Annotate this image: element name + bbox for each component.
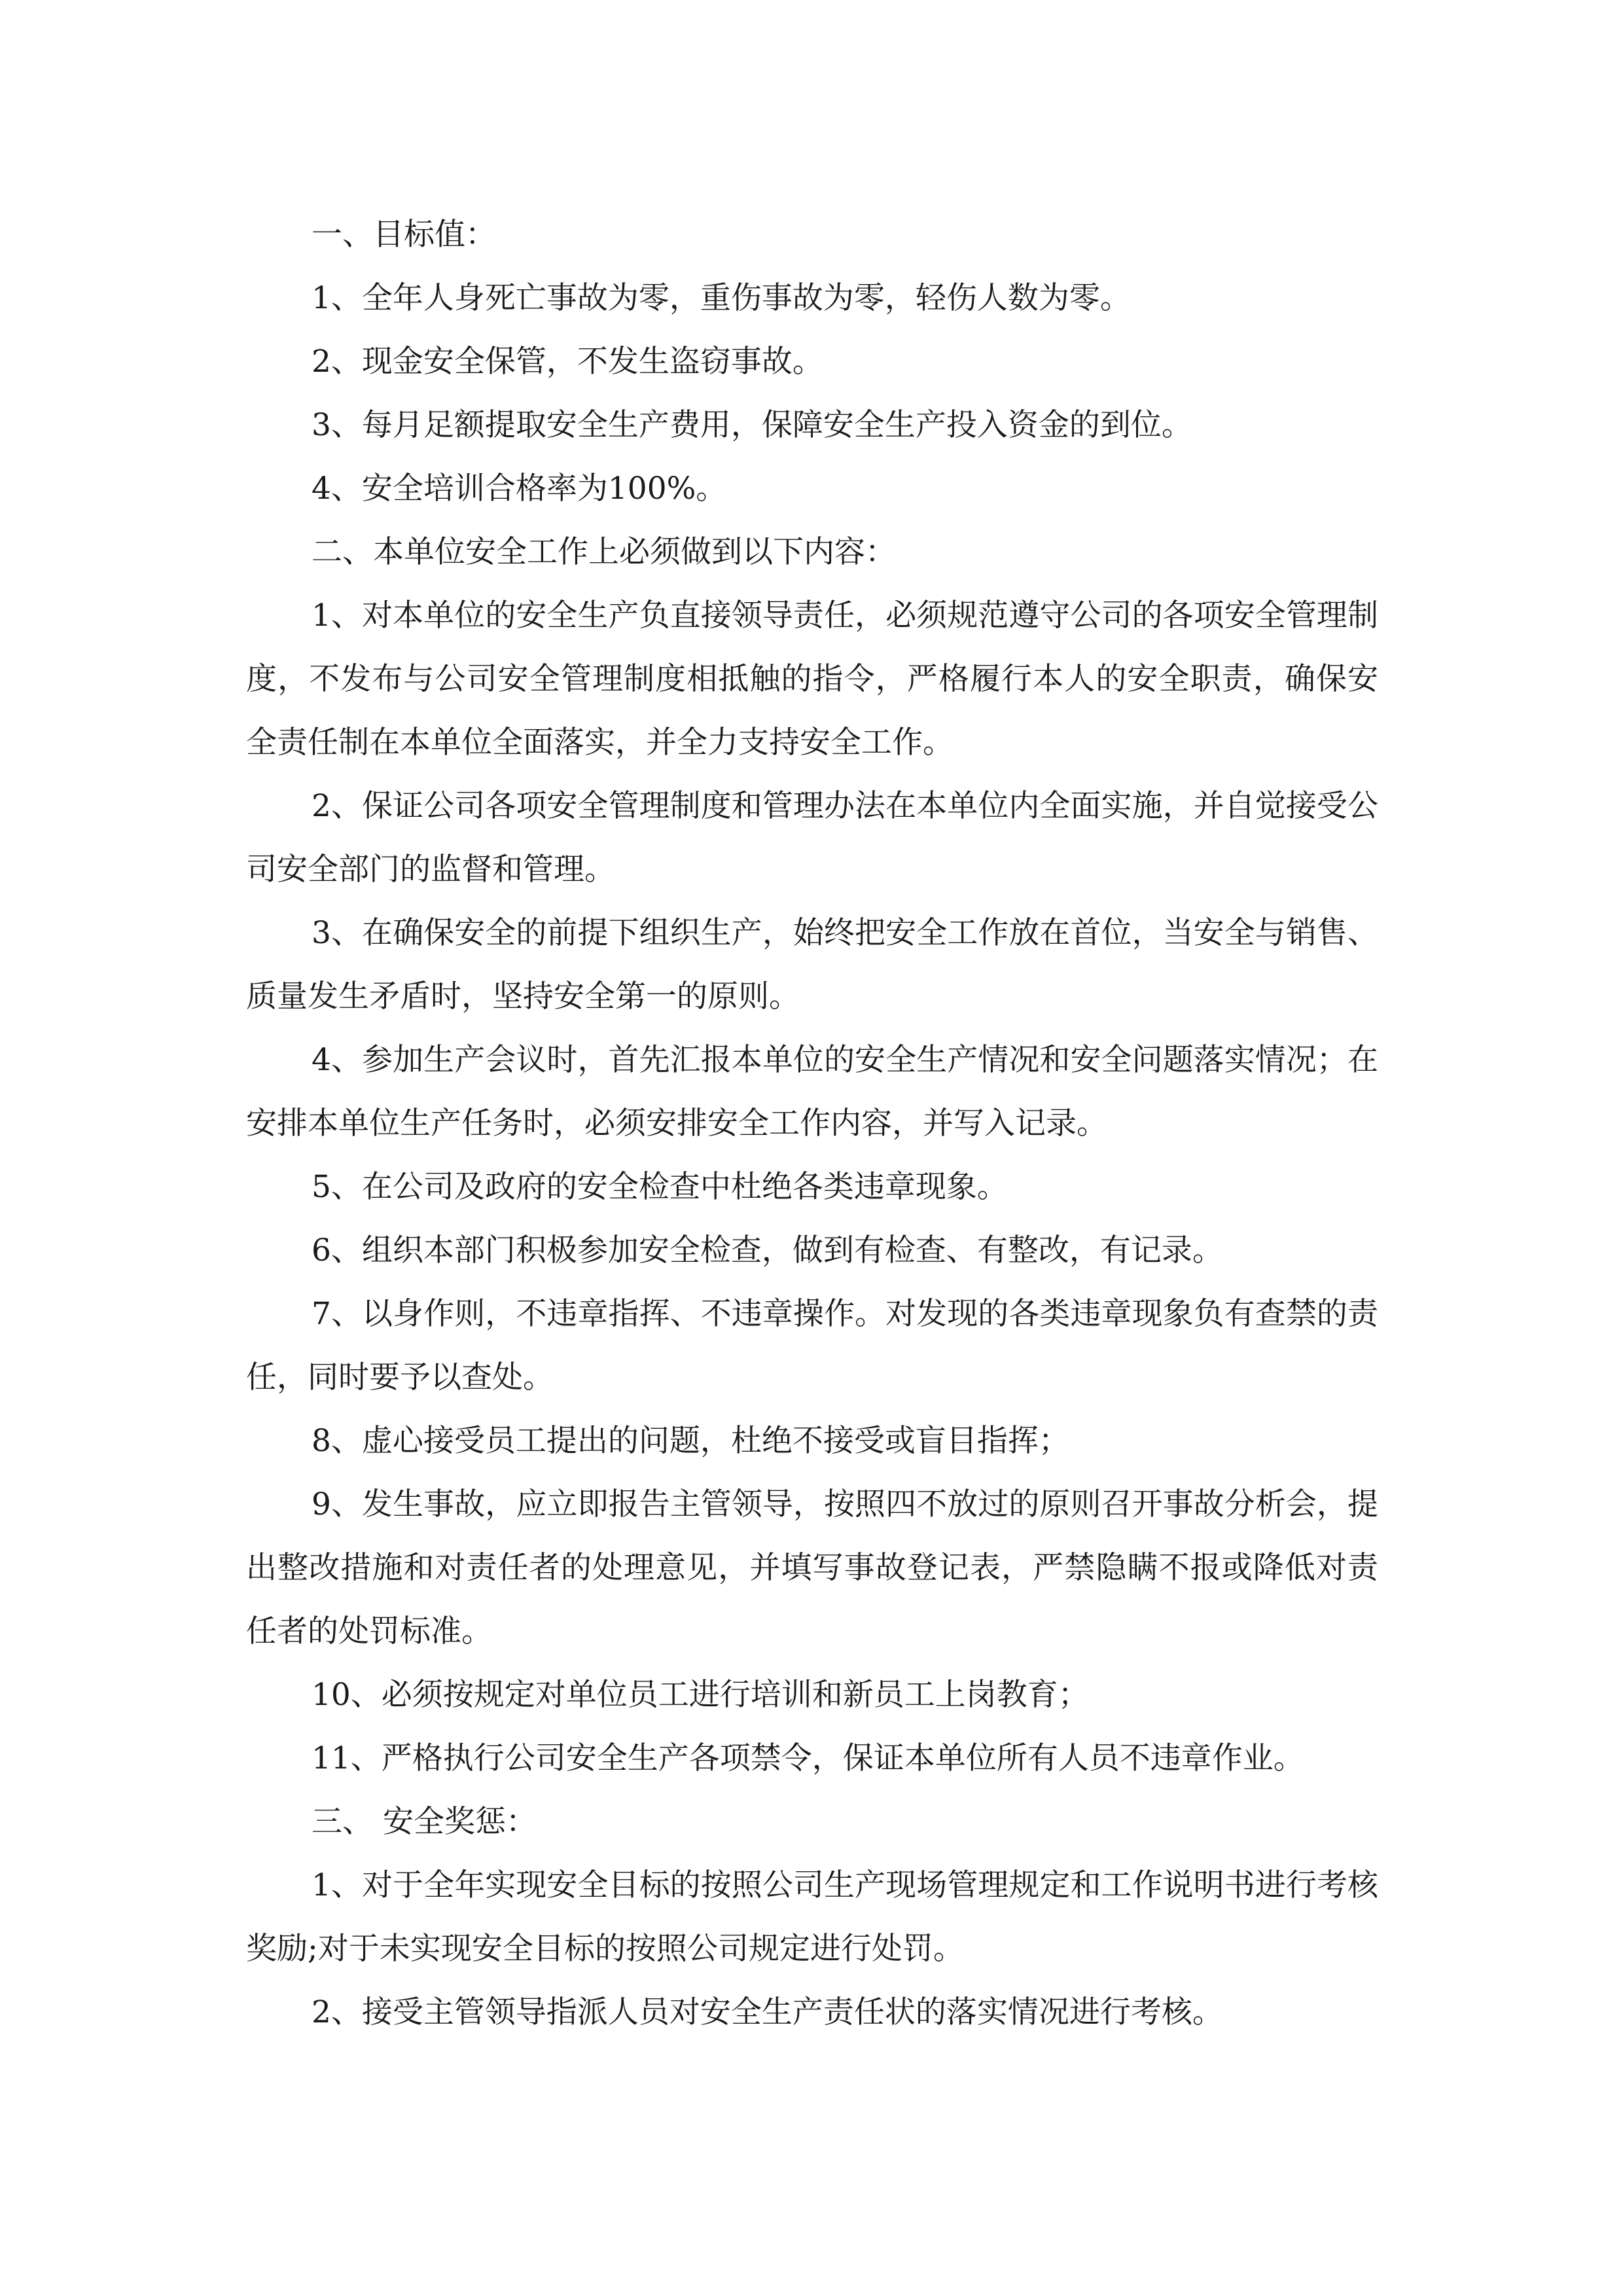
paragraph: 2、接受主管领导指派人员对安全生产责任状的落实情况进行考核。 xyxy=(312,1994,1223,2030)
paragraph: 2、现金安全保管，不发生盗窃事故。 xyxy=(312,344,823,380)
paragraph: 5、在公司及政府的安全检查中杜绝各类违章现象。 xyxy=(312,1169,1008,1205)
paragraph: 9、发生事故，应立即报告主管领导，按照四不放过的原则召开事故分析会，提出整改措施和对责任者的处理意见，并填写事故登记表，严禁隐瞒不报或降低对责任者的处罚标准。 xyxy=(246,1486,1378,1649)
section-heading-requirements: 二、本单位安全工作上必须做到以下内容： xyxy=(312,534,896,570)
document-body xyxy=(246,203,1378,2044)
paragraph: 6、组织本部门积极参加安全检查，做到有检查、有整改，有记录。 xyxy=(312,1232,1223,1268)
section-heading-targets: 一、目标值： xyxy=(312,217,496,253)
paragraph: 4、参加生产会议时，首先汇报本单位的安全生产情况和安全问题落实情况；在安排本单位生产任务时，必须安排安全工作内容，并写入记录。 xyxy=(246,1042,1378,1141)
paragraph: 3、在确保安全的前提下组织生产，始终把安全工作放在首位，当安全与销售、质量发生矛盾时，坚持安全第一的原则。 xyxy=(246,915,1378,1014)
paragraph: 1、对本单位的安全生产负直接领导责任，必须规范遵守公司的各项安全管理制度，不发布与公司安全管理制度相抵触的指令，严格履行本人的安全职责，确保安全责任制在本单位全面落实，并全力支持安全工作。 xyxy=(246,598,1378,761)
paragraph: 4、安全培训合格率为100%。 xyxy=(312,471,727,507)
paragraph: 7、以身作则，不违章指挥、不违章操作。对发现的各类违章现象负有查禁的责任，同时要予以查处。 xyxy=(246,1296,1378,1395)
paragraph: 1、对于全年实现安全目标的按照公司生产现场管理规定和工作说明书进行考核奖励;对于未实现安全目标的按照公司规定进行处罚。 xyxy=(246,1867,1378,1967)
paragraph: 1、全年人身死亡事故为零，重伤事故为零，轻伤人数为零。 xyxy=(312,280,1131,316)
paragraph: 3、每月足额提取安全生产费用，保障安全生产投入资金的到位。 xyxy=(312,407,1192,443)
paragraph: 8、虚心接受员工提出的问题，杜绝不接受或盲目指挥； xyxy=(312,1423,1069,1459)
paragraph: 10、必须按规定对单位员工进行培训和新员工上岗教育； xyxy=(312,1677,1089,1713)
paragraph: 11、严格执行公司安全生产各项禁令，保证本单位所有人员不违章作业。 xyxy=(312,1740,1304,1776)
section-heading-rewards: 三、 安全奖惩： xyxy=(312,1804,537,1840)
paragraph: 2、保证公司各项安全管理制度和管理办法在本单位内全面实施，并自觉接受公司安全部门的监督和管理。 xyxy=(246,788,1378,888)
